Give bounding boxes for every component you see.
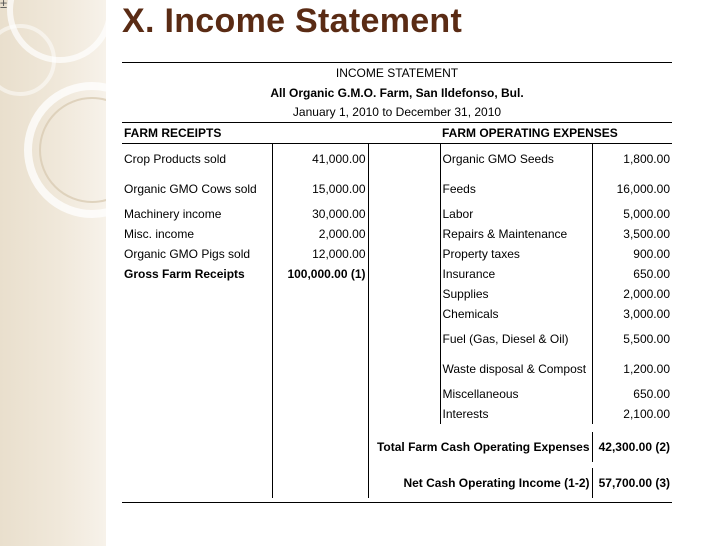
expense-value: 1,200.00: [623, 362, 670, 376]
top-rule: [122, 62, 672, 63]
table-row: [122, 204, 672, 224]
table-row: [122, 174, 672, 204]
expense-value: 2,000.00: [623, 287, 670, 301]
table-row: [122, 404, 672, 424]
income-statement-table: [122, 122, 672, 498]
table-row: [122, 304, 672, 324]
receipt-label: [122, 404, 272, 424]
receipt-label: [122, 384, 272, 404]
table-row: [122, 354, 672, 384]
receipt-value: [272, 354, 368, 384]
expense-label: Organic GMO Seeds: [440, 144, 592, 175]
bottom-rule: [122, 502, 672, 503]
receipt-label: Crop Products sold: [122, 144, 272, 175]
statement-entity: All Organic G.M.O. Farm, San Ildefonso, Bul.: [270, 86, 524, 100]
spacer-cell: [368, 384, 440, 404]
expense-value: 900.00: [633, 247, 670, 261]
expense-value: 16,000.00: [616, 182, 670, 196]
spacer-cell: [368, 204, 440, 224]
expense-value: 5,000.00: [623, 207, 670, 221]
table-header-row: [122, 123, 672, 144]
net-income-label: Net Cash Operating Income (1-2): [368, 468, 592, 498]
statement-heading: INCOME STATEMENT: [335, 66, 459, 80]
spacer-cell: [368, 144, 440, 175]
table-row: [122, 144, 672, 175]
expense-label: Fuel (Gas, Diesel & Oil): [440, 324, 592, 354]
expense-label: Insurance: [440, 264, 592, 284]
expense-label: Waste disposal & Compost: [440, 354, 592, 384]
receipt-label: [122, 354, 272, 384]
table-row: [122, 264, 672, 284]
receipt-label: [122, 284, 272, 304]
table-row: [122, 384, 672, 404]
receipt-label: Machinery income: [122, 204, 272, 224]
expense-value: 2,100.00: [623, 407, 670, 421]
receipt-value: [272, 324, 368, 354]
spacer-cell: [368, 174, 440, 204]
expense-value: 650.00: [633, 387, 670, 401]
expense-value: 1,800.00: [623, 152, 670, 166]
receipt-value: 2,000.00: [272, 224, 368, 244]
expense-label: Labor: [440, 204, 592, 224]
expense-value: 650.00: [633, 267, 670, 281]
page-title: X. Income Statement: [122, 2, 463, 40]
table-row: [122, 324, 672, 354]
expense-value: 3,500.00: [623, 227, 670, 241]
receipt-value: [272, 404, 368, 424]
table-row: [122, 244, 672, 264]
receipt-value: [272, 284, 368, 304]
net-income-value: 57,700.00 (3): [598, 476, 670, 490]
receipt-value: [272, 304, 368, 324]
expense-label: Supplies: [440, 284, 592, 304]
empty-cell: [122, 432, 272, 462]
spacer-cell: [368, 304, 440, 324]
spacer-cell: [368, 404, 440, 424]
decorative-circles: [0, 0, 106, 546]
spacer-row: [122, 424, 672, 432]
receipt-value: 100,000.00 (1): [272, 264, 368, 284]
receipt-label: Gross Farm Receipts: [122, 264, 272, 284]
receipt-label: [122, 324, 272, 354]
expense-label: Chemicals: [440, 304, 592, 324]
empty-cell: [272, 432, 368, 462]
expense-label: Miscellaneous: [440, 384, 592, 404]
table-row: [122, 224, 672, 244]
expenses-header: FARM OPERATING EXPENSES: [440, 123, 672, 144]
expense-label: Feeds: [440, 174, 592, 204]
receipt-value: 30,000.00: [272, 204, 368, 224]
spacer-cell: [368, 284, 440, 304]
expense-value: 5,500.00: [623, 332, 670, 346]
spacer-cell: [368, 224, 440, 244]
receipts-header: FARM RECEIPTS: [122, 123, 440, 144]
corner-mark: ±: [0, 0, 8, 11]
receipt-value: 15,000.00: [272, 174, 368, 204]
empty-cell: [272, 468, 368, 498]
empty-cell: [122, 468, 272, 498]
receipt-label: Organic GMO Cows sold: [122, 174, 272, 204]
receipt-label: Organic GMO Pigs sold: [122, 244, 272, 264]
total-expenses-row: [122, 432, 672, 462]
receipt-value: [272, 384, 368, 404]
expense-value: 3,000.00: [623, 307, 670, 321]
receipt-label: [122, 304, 272, 324]
expense-label: Property taxes: [440, 244, 592, 264]
spacer-cell: [368, 244, 440, 264]
expense-label: Interests: [440, 404, 592, 424]
statement-period: January 1, 2010 to December 31, 2010: [292, 105, 502, 119]
spacer-cell: [368, 354, 440, 384]
expense-label: Repairs & Maintenance: [440, 224, 592, 244]
table-row: [122, 284, 672, 304]
receipt-value: 41,000.00: [272, 144, 368, 175]
receipt-value: 12,000.00: [272, 244, 368, 264]
decorative-sidebar: [0, 0, 106, 546]
net-income-row: [122, 468, 672, 498]
total-expenses-value: 42,300.00 (2): [598, 440, 670, 454]
total-expenses-label: Total Farm Cash Operating Expenses: [368, 432, 592, 462]
spacer-cell: [368, 324, 440, 354]
spacer-cell: [368, 264, 440, 284]
receipt-label: Misc. income: [122, 224, 272, 244]
